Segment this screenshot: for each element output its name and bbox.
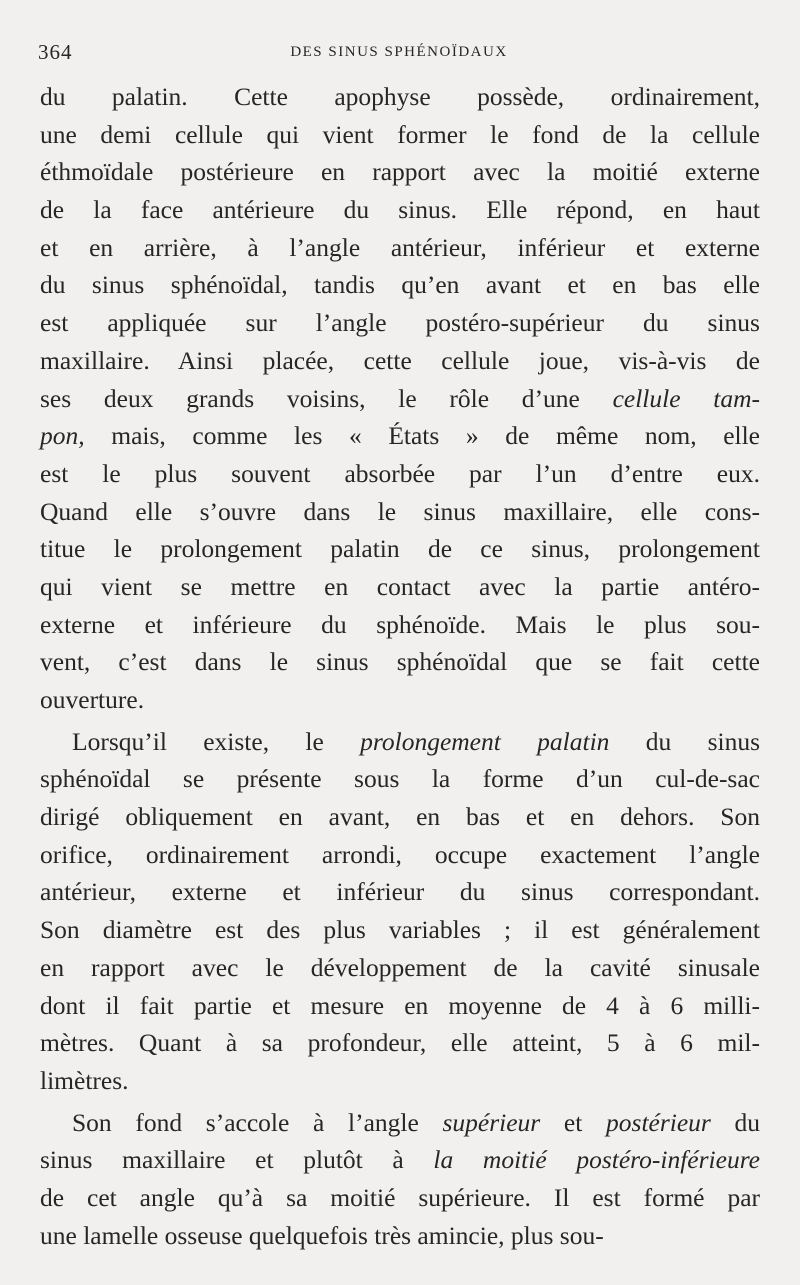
- text-run: qui vient se mettre en contact avec la partie antéro-: [40, 571, 760, 601]
- text-run: est appliquée sur l’angle postéro-supérieur du sinus: [40, 308, 760, 338]
- text-line: [40, 949, 760, 987]
- text-run: éthmoïdale postérieure en rapport avec la moitié externe: [40, 157, 760, 187]
- text-run: maxillaire. Ainsi placée, cette cellule joue, vis-à-vis de: [40, 345, 760, 375]
- text-run: et: [540, 1107, 607, 1137]
- text-line: [40, 417, 760, 455]
- text-run: une lamelle osseuse quelquefois très amincie, plus sou-: [40, 1220, 604, 1250]
- text-run: une demi cellule qui vient former le fond de la cellule: [40, 119, 760, 149]
- text-run: du: [710, 1107, 761, 1137]
- text-run: limètres.: [40, 1065, 129, 1095]
- text-line: [40, 191, 760, 229]
- paragraph: [40, 723, 760, 1100]
- text-run: sphénoïdal se présente sous la forme d’un cul-de-sac: [40, 764, 760, 794]
- text-run: du sinus: [609, 726, 760, 756]
- italic-text: prolongement palatin: [360, 726, 610, 756]
- text-line: [40, 304, 760, 342]
- text-line: [40, 1179, 760, 1217]
- text-run: de cet angle qu’à sa moitié supérieure. Il est formé par: [40, 1182, 760, 1212]
- body-text: [40, 78, 760, 1254]
- text-line: [40, 266, 760, 304]
- text-run: vent, c’est dans le sinus sphénoïdal que se fait cette: [40, 647, 760, 677]
- text-line: [40, 1217, 760, 1255]
- text-line: [40, 760, 760, 798]
- text-run: mètres. Quant à sa profondeur, elle atteint, 5 à 6 mil-: [40, 1028, 760, 1058]
- paragraph: [40, 1104, 760, 1255]
- text-run: orifice, ordinairement arrondi, occupe exactement l’angle: [40, 839, 760, 869]
- text-run: du palatin. Cette apophyse possède, ordinairement,: [40, 82, 760, 111]
- text-run: et en arrière, à l’angle antérieur, inférieur et externe: [40, 232, 760, 262]
- text-line: [40, 798, 760, 836]
- text-line: [40, 568, 760, 606]
- text-run: Son diamètre est des plus variables ; il est généralement: [40, 915, 760, 945]
- text-line: [40, 455, 760, 493]
- text-line: [40, 1062, 760, 1100]
- text-run: dirigé obliquement en avant, en bas et en dehors. Son: [40, 802, 760, 832]
- text-run: sinus maxillaire et plutôt à: [40, 1145, 434, 1175]
- text-line: [40, 873, 760, 911]
- text-line: [40, 1141, 760, 1179]
- text-line: [40, 380, 760, 418]
- text-line: [40, 493, 760, 531]
- text-run: ouverture.: [40, 685, 145, 714]
- text-line: [40, 606, 760, 644]
- text-run: Son fond s’accole à l’angle: [72, 1107, 443, 1137]
- text-line: [40, 1024, 760, 1062]
- text-line: [40, 1104, 760, 1142]
- text-line: [40, 911, 760, 949]
- text-line: [40, 153, 760, 191]
- text-line: [40, 681, 760, 719]
- text-run: de la face antérieure du sinus. Elle répond, en haut: [40, 195, 760, 225]
- page-number: 364: [38, 40, 73, 64]
- paragraph: [40, 78, 760, 719]
- text-line: [40, 78, 760, 116]
- italic-text: cellule tam-: [612, 383, 761, 413]
- text-line: [40, 836, 760, 874]
- running-head: DES SINUS SPHÉNOÏDAUX: [290, 44, 508, 60]
- text-run: titue le prolongement palatin de ce sinus, prolongement: [40, 534, 760, 564]
- text-line: [40, 723, 760, 761]
- italic-text: supérieur: [442, 1107, 541, 1137]
- text-run: Quand elle s’ouvre dans le sinus maxillaire, elle cons-: [40, 496, 760, 526]
- text-line: [40, 987, 760, 1025]
- text-run: Lorsqu’il existe, le: [72, 726, 361, 756]
- italic-text: pon,: [40, 421, 85, 451]
- text-run: mais, comme les « États » de même nom, elle: [84, 421, 760, 451]
- text-line: [40, 116, 760, 154]
- text-line: [40, 229, 760, 267]
- text-run: dont il fait partie et mesure en moyenne de 4 à 6 milli-: [40, 990, 760, 1020]
- text-run: antérieur, externe et inférieur du sinus correspondant.: [40, 877, 760, 907]
- text-run: externe et inférieure du sphénoïde. Mais le plus sou-: [40, 609, 760, 639]
- italic-text: la moitié postéro-inférieure: [433, 1145, 761, 1175]
- italic-text: postérieur: [606, 1107, 711, 1137]
- page-header: [38, 40, 760, 70]
- text-run: en rapport avec le développement de la cavité sinusale: [40, 952, 760, 982]
- text-line: [40, 643, 760, 681]
- text-run: ses deux grands voisins, le rôle d’une: [40, 383, 613, 413]
- text-run: du sinus sphénoïdal, tandis qu’en avant et en bas elle: [40, 270, 760, 300]
- text-line: [40, 530, 760, 568]
- text-line: [40, 342, 760, 380]
- text-run: est le plus souvent absorbée par l’un d’entre eux.: [40, 458, 760, 488]
